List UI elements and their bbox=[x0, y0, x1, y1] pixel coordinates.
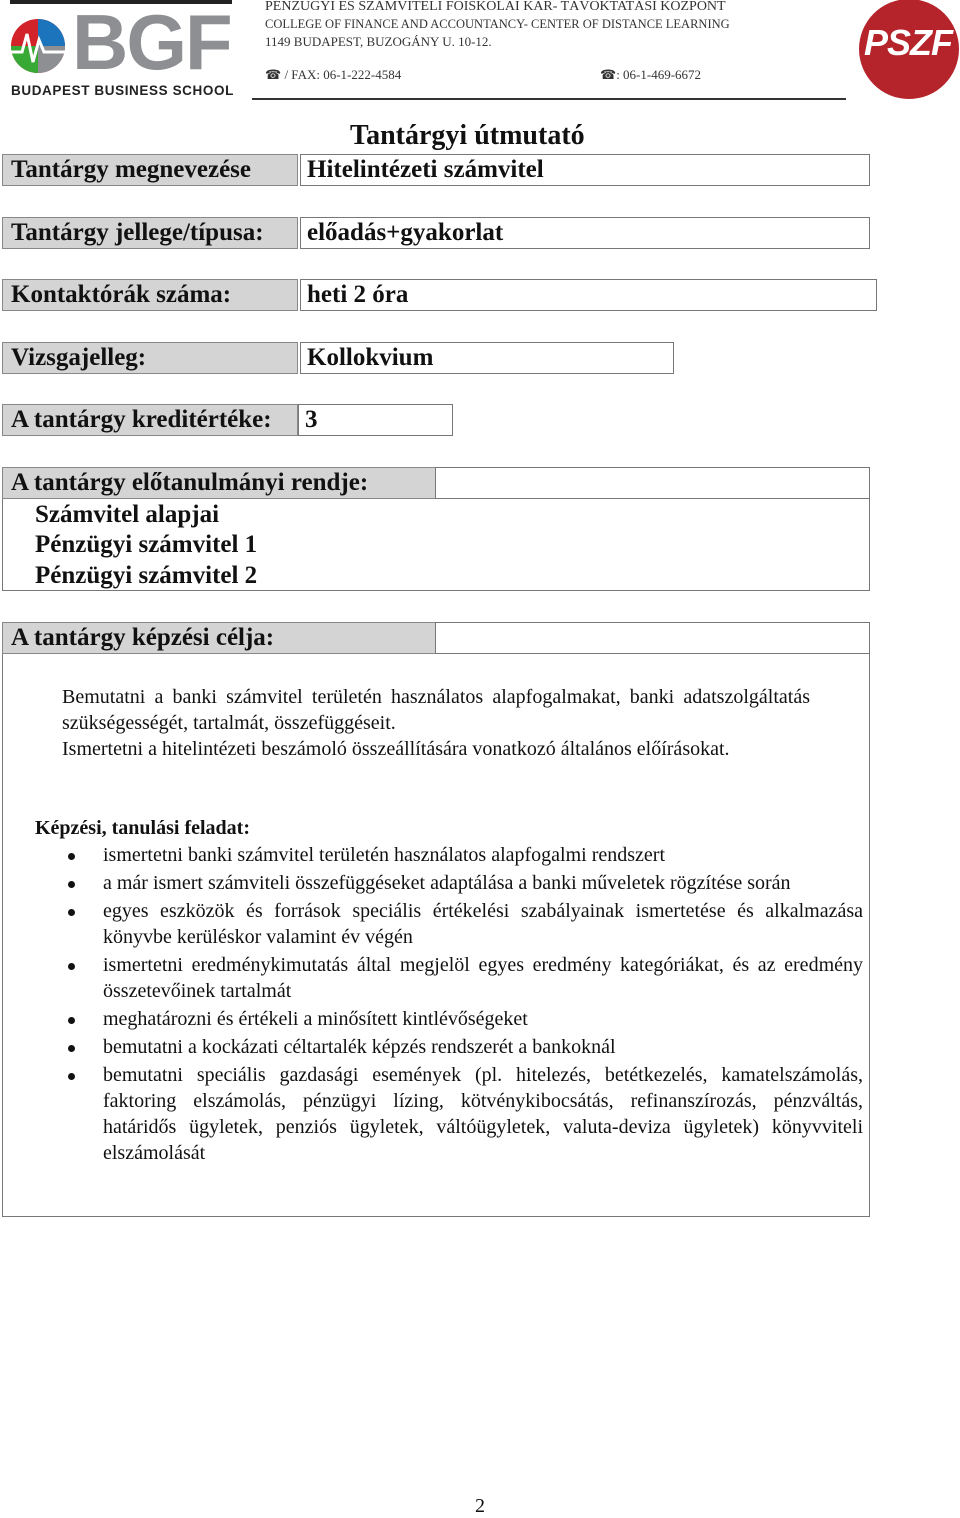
logo-letters: BGF bbox=[72, 0, 231, 86]
subject-name-label: Tantárgy megnevezése bbox=[2, 154, 298, 186]
bullet-icon bbox=[68, 1045, 75, 1052]
bullet-icon bbox=[68, 1017, 75, 1024]
list-item bbox=[62, 870, 863, 896]
pszf-logo bbox=[857, 0, 959, 104]
phone: ☎: 06-1-469-6672 bbox=[600, 67, 702, 82]
task-list bbox=[62, 842, 863, 1168]
bullet-icon bbox=[68, 853, 75, 860]
faculty-line: PÉNZÜGYI ÉS SZÁMVITELI FŐISKOLAI KAR- TÁVOKTATÁSI KÖZPONT bbox=[265, 0, 726, 14]
page-number: 2 bbox=[475, 1495, 485, 1517]
task-text: meghatározni és értékeli a minősített kintlévőségeket bbox=[103, 1008, 528, 1030]
list-item bbox=[62, 1062, 863, 1166]
goals-heading-blank bbox=[435, 622, 870, 654]
subject-type-label: Tantárgy jellege/típusa: bbox=[2, 217, 298, 249]
bullet-icon bbox=[68, 1073, 75, 1080]
prerequisite-item: Pénzügyi számvitel 2 bbox=[35, 562, 258, 589]
list-item bbox=[62, 898, 863, 950]
prerequisite-item: Számvitel alapjai bbox=[35, 501, 220, 528]
page-title: Tantárgyi útmutató bbox=[350, 120, 585, 151]
contact-hours-value: heti 2 óra bbox=[300, 279, 877, 311]
bullet-icon bbox=[68, 881, 75, 888]
contact-hours-label: Kontaktórák száma: bbox=[2, 279, 298, 311]
goals-heading: A tantárgy képzési célja: bbox=[2, 622, 436, 654]
header-rule bbox=[252, 98, 846, 100]
list-item bbox=[62, 842, 863, 868]
task-text: bemutatni speciális gazdasági események (pl. hitelezés, betétkezelés, kamatelszámolás, faktoring elszámolás, pénzügyi lízing, kötvénykibocsátás, refinanszírozás, pénzváltás, határidős ügyletek, penziós ügyletek, váltóügyletek, valuta-deviza ügyletek) könyvviteli elszámolását bbox=[103, 1064, 863, 1164]
address-line: 1149 BUDAPEST, BUZOGÁNY U. 10-12. bbox=[265, 34, 492, 49]
list-item bbox=[62, 1006, 863, 1032]
subject-name-value: Hitelintézeti számvitel bbox=[300, 154, 870, 186]
prerequisites-heading: A tantárgy előtanulmányi rendje: bbox=[2, 467, 436, 499]
task-text: egyes eszközök és források speciális értékelési szabályainak ismertetése és alkalmazása könyvbe kerüléskor valamint év végén bbox=[103, 900, 863, 948]
exam-type-value: Kollokvium bbox=[300, 342, 674, 374]
task-text: a már ismert számviteli összefüggéseket adaptálása a banki műveletek rögzítése során bbox=[103, 872, 791, 894]
task-text: ismertetni banki számvitel területén használatos alapfogalmi rendszert bbox=[103, 844, 666, 866]
task-heading: Képzési, tanulási feladat: bbox=[35, 817, 250, 839]
college-line: COLLEGE OF FINANCE AND ACCOUNTANCY- CENTER OF DISTANCE LEARNING bbox=[265, 17, 730, 31]
prerequisite-item: Pénzügyi számvitel 1 bbox=[35, 531, 258, 558]
credit-label: A tantárgy kreditértéke: bbox=[2, 404, 298, 436]
credit-value: 3 bbox=[298, 404, 453, 436]
bullet-icon bbox=[68, 909, 75, 916]
goal-paragraph: Ismertetni a hitelintézeti beszámoló összeállítására vonatkozó általános előírásokat. bbox=[62, 738, 730, 760]
subject-type-value: előadás+gyakorlat bbox=[300, 217, 870, 249]
task-text: bemutatni a kockázati céltartalék képzés rendszerét a bankoknál bbox=[103, 1036, 616, 1058]
goal-paragraph: Bemutatni a banki számvitel területén használatos alapfogalmakat, banki adatszolgáltatás szükségességét, tartalmát, összefüggéseit. bbox=[62, 686, 810, 734]
task-text: ismertetni eredménykimutatás által megjelöl egyes eredmény kategóriákat, és az eredmény összetevőinek tartalmát bbox=[103, 954, 863, 1002]
bullet-icon bbox=[68, 963, 75, 970]
pszf-logo-text: PSZF bbox=[863, 22, 952, 63]
phone-fax: ☎ / FAX: 06-1-222-4584 bbox=[265, 67, 402, 82]
exam-type-label: Vizsgajelleg: bbox=[2, 342, 298, 374]
list-item bbox=[62, 1034, 863, 1060]
logo-subtitle: BUDAPEST BUSINESS SCHOOL bbox=[11, 83, 234, 98]
prerequisites-heading-blank bbox=[435, 467, 870, 499]
list-item bbox=[62, 952, 863, 1004]
